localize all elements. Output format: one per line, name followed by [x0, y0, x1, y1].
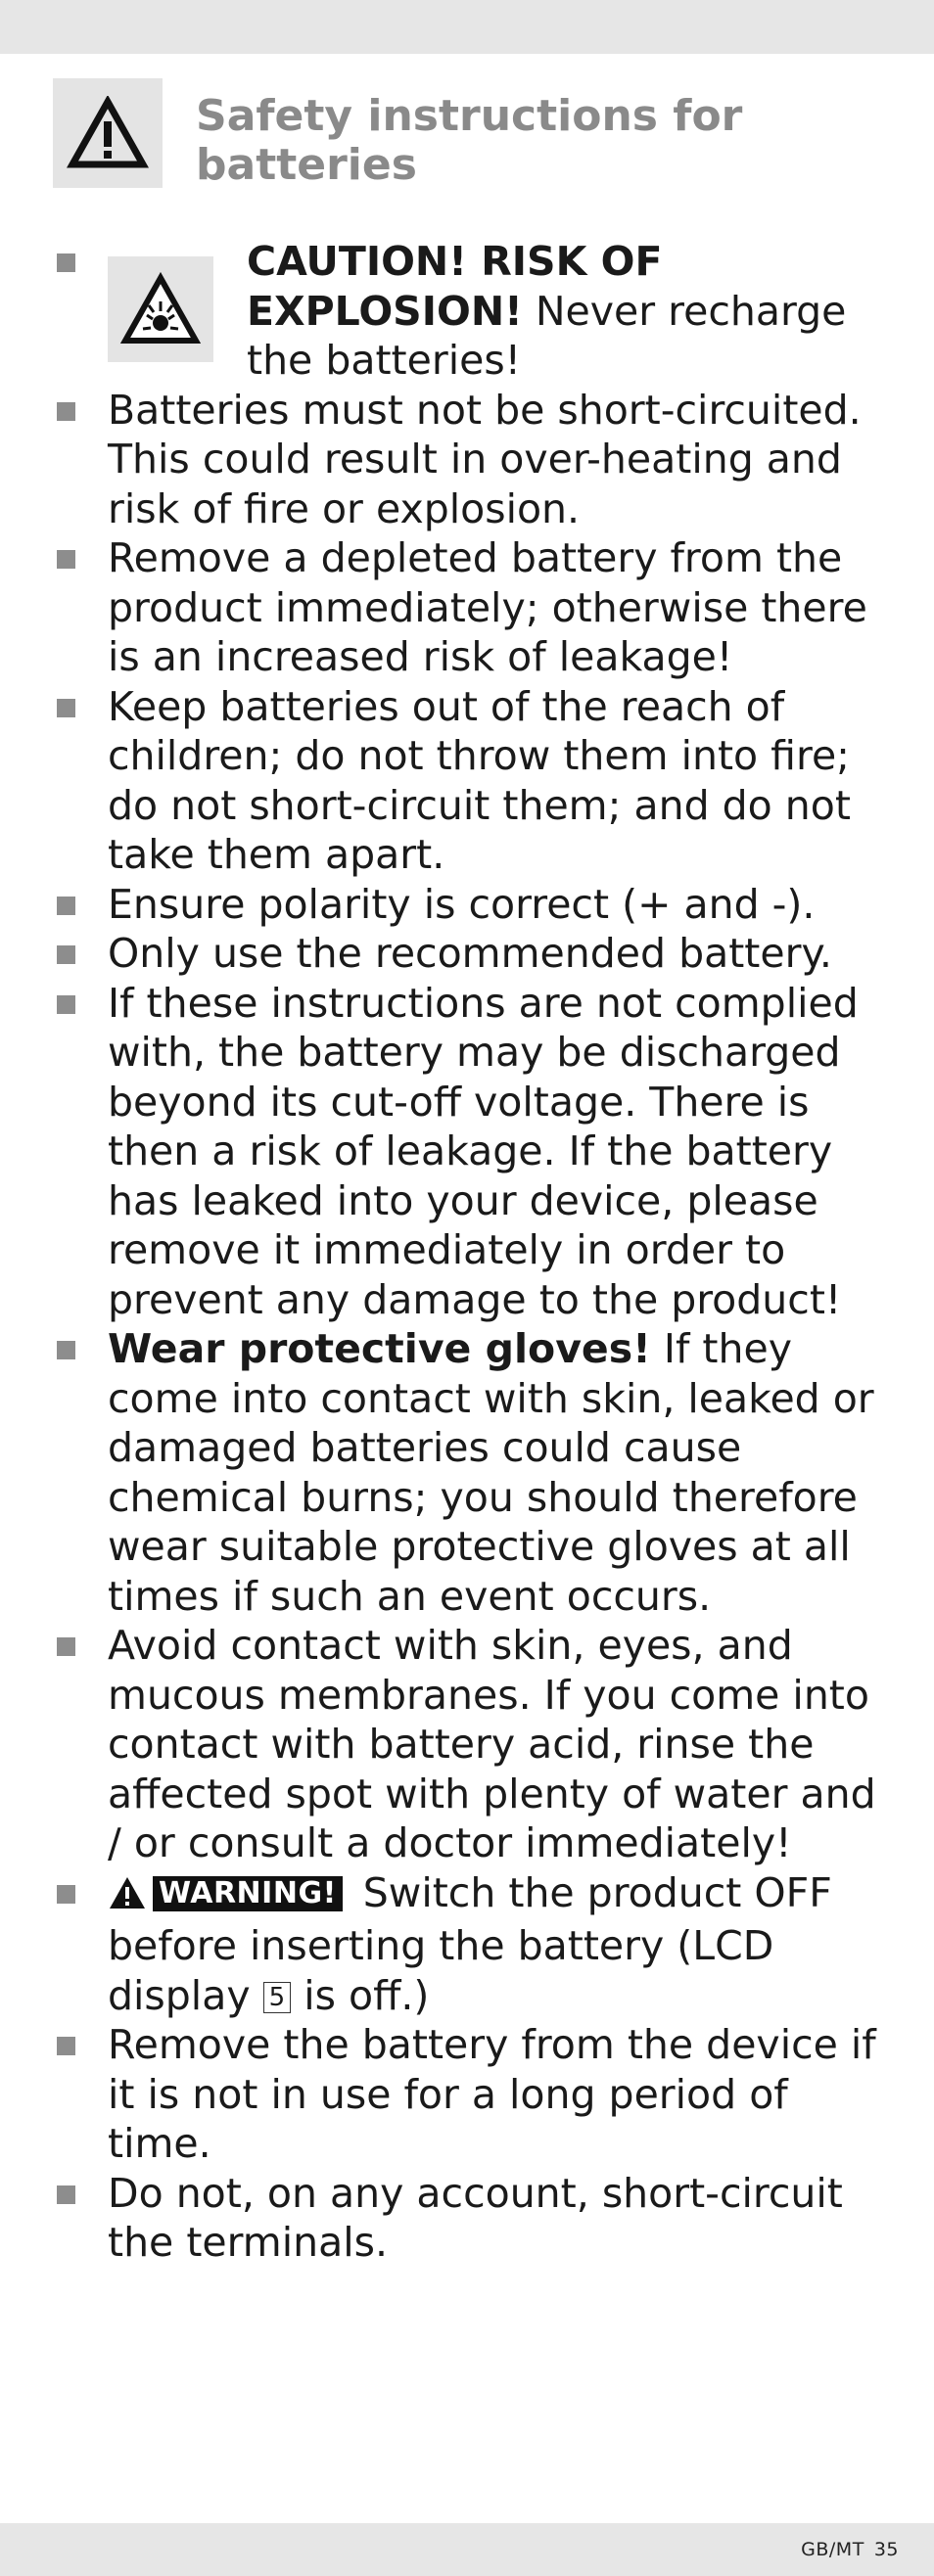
item-text: Switch the product OFF before inserting the battery (LCD display — [108, 1868, 832, 2019]
caution-heading: CAUTION! RISK OF EXPLOSION! — [247, 238, 663, 335]
bullet-square-icon — [57, 945, 75, 964]
list-item — [53, 2169, 895, 2268]
bullet-square-icon — [57, 550, 75, 569]
section-title: Safety instructions for batteries — [196, 91, 743, 190]
list-item — [53, 1324, 895, 1621]
list-item — [53, 682, 895, 880]
item-text: If these instructions are not complied with, the battery may be discharged beyond its cut-off voltage. There is then a risk of leakage. If the battery has leaked into your device, please remove it immediately in order to prevent any damage to the product! — [108, 979, 859, 1323]
item-text: If they come into contact with skin, leaked or damaged batteries could cause chemical burns; you should therefore wear suitable protective gloves at all times if such an event occurs. — [108, 1325, 874, 1620]
list-item — [53, 386, 895, 534]
bullet-square-icon — [57, 995, 75, 1014]
page-number: 35 — [873, 2539, 899, 2560]
page-footer — [0, 2523, 934, 2576]
list-item — [53, 533, 895, 682]
bullet-square-icon — [57, 699, 75, 717]
item-text: Batteries must not be short-circuited. This could result in over-heating and risk of fire or explosion. — [108, 386, 862, 532]
item-text: Never recharge the batteries! — [247, 287, 847, 384]
bullet-square-icon — [57, 2037, 75, 2055]
item-text: Ensure polarity is correct (+ and -). — [108, 880, 816, 928]
bullet-square-icon — [57, 1885, 75, 1904]
bullet-square-icon — [57, 897, 75, 915]
explosion-warning-icon — [108, 256, 213, 362]
item-text: Keep batteries out of the reach of children; do not throw them into fire; do not short-circuit them; and do not take them apart. — [108, 682, 851, 878]
item-text: Avoid contact with skin, eyes, and mucous membranes. If you come into contact with battery acid, rinse the affected spot with plenty of water and / or consult a doctor immediately! — [108, 1622, 876, 1866]
item-text: Remove a depleted battery from the product immediately; otherwise there is an increased risk of leakage! — [108, 534, 867, 680]
bullet-square-icon — [57, 402, 75, 421]
item-text: Remove the battery from the device if it is not in use for a long period of time. — [108, 2021, 876, 2167]
warning-badge: WARNING! — [153, 1876, 343, 1911]
list-item — [53, 1868, 895, 2021]
list-item — [53, 929, 895, 979]
bullet-square-icon — [57, 1341, 75, 1359]
safety-list — [53, 237, 895, 2268]
bullet-square-icon — [57, 253, 75, 272]
list-item — [53, 237, 895, 386]
list-item — [53, 880, 895, 930]
item-text: Do not, on any account, short-circuit the terminals. — [108, 2169, 843, 2266]
list-item — [53, 2020, 895, 2169]
warning-triangle-icon — [108, 1872, 147, 1922]
language-code: GB/MT — [801, 2539, 864, 2560]
warning-triangle-icon — [53, 78, 163, 188]
list-item — [53, 1621, 895, 1868]
item-text: Only use the recommended battery. — [108, 930, 832, 977]
top-bar — [0, 0, 934, 54]
item-text-end: is off.) — [291, 1971, 430, 2019]
bullet-square-icon — [57, 1637, 75, 1656]
gloves-heading: Wear protective gloves! — [108, 1325, 651, 1372]
section-header — [53, 78, 895, 190]
reference-number: 5 — [263, 1982, 292, 2013]
list-item — [53, 979, 895, 1325]
bullet-square-icon — [57, 2185, 75, 2204]
